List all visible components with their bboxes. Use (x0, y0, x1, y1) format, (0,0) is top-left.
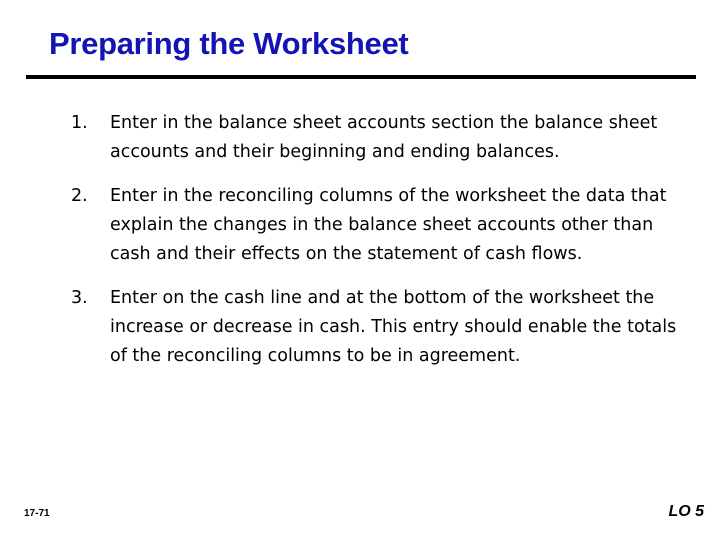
title-divider (26, 75, 696, 79)
step-number: 3. (71, 288, 88, 308)
list-item (71, 182, 686, 269)
learning-objective-label: LO 5 (668, 503, 704, 520)
steps-list (71, 109, 686, 386)
list-item (71, 284, 686, 371)
step-number: 2. (71, 186, 88, 206)
step-number: 1. (71, 113, 88, 133)
list-item (71, 109, 686, 167)
slide-title: Preparing the Worksheet (49, 26, 409, 61)
step-text: Enter in the reconciling columns of the worksheet the data that explain the changes in the balance sheet accounts other than cash and their effects on the statement of cash flows. (110, 186, 667, 264)
step-text: Enter in the balance sheet accounts section the balance sheet accounts and their beginning and ending balances. (110, 113, 658, 162)
step-text: Enter on the cash line and at the bottom of the worksheet the increase or decrease in cash. This entry should enable the totals of the reconciling columns to be in agreement. (110, 288, 677, 366)
slide-number: 17-71 (24, 508, 50, 519)
